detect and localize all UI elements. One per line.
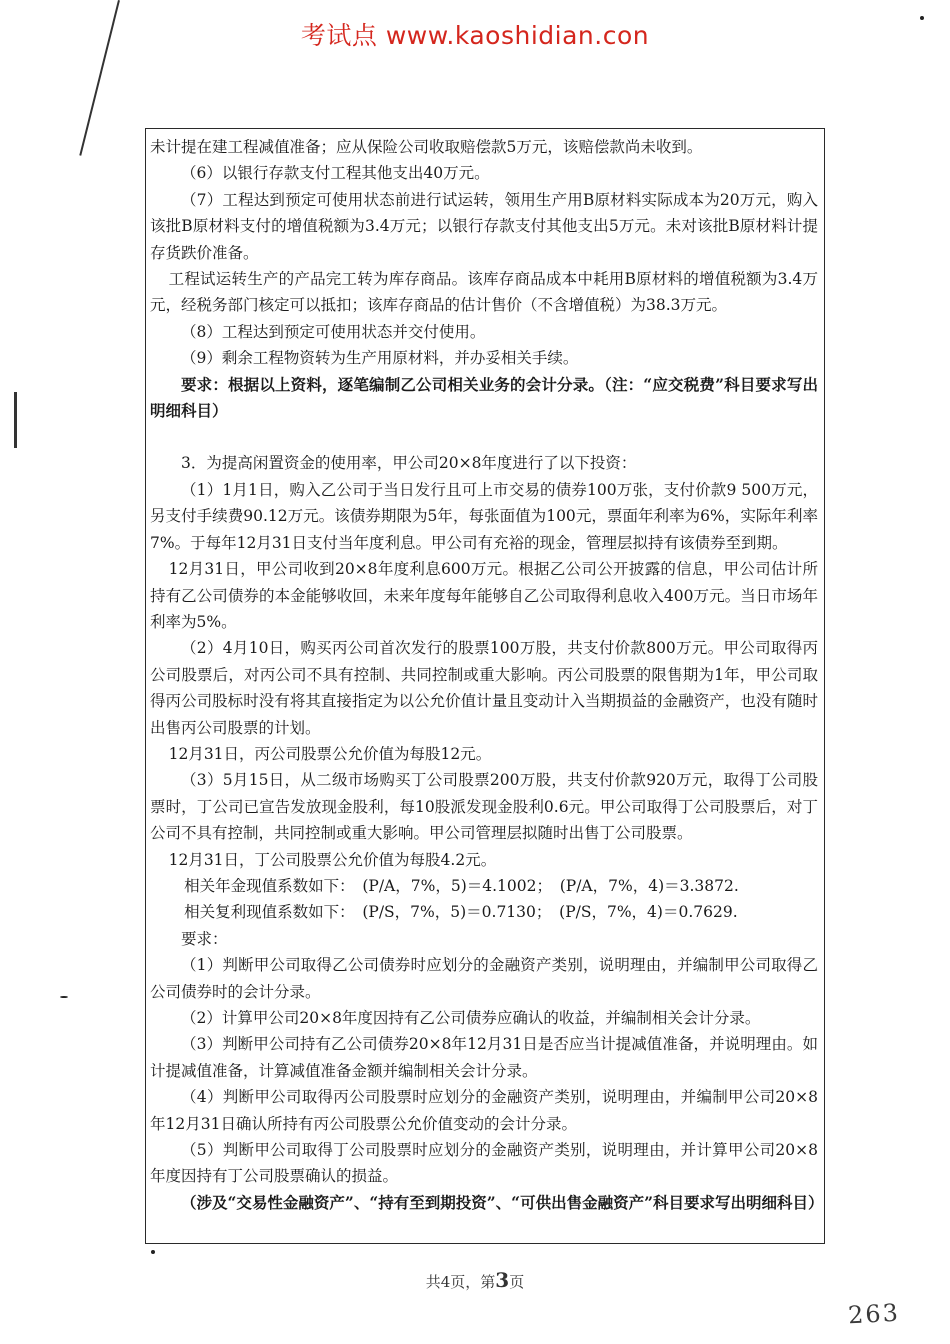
paragraph: （3）5月15日，从二级市场购买丁公司股票200万股，共支付价款920万元，取得丁公司股票时，丁公司已宣告发放现金股利，每10股派发现金股利0.6元。甲公司取得丁公司股票后，对丁公司不具有控制，共同控制或重大影响。甲公司管理层拟随时出售丁公司股票。 [150,771,818,843]
handwritten-page-number: 263 [847,1298,901,1330]
scan-artifact-mark [14,392,17,448]
paragraph: （9）剩余工程物资转为生产用原材料，并办妥相关手续。 [181,349,579,368]
paragraph: （1）判断甲公司取得乙公司债券时应划分的金融资产类别，说明理由，并编制甲公司取得乙公司债券时的会计分录。 [150,956,818,1001]
footer-prefix: 共4页，第 [425,1273,496,1291]
paragraph: （7）工程达到预定可使用状态前进行试运转，领用生产用B原材料实际成本为20万元，购入该批B原材料支付的增值税额为3.4万元；以银行存款支付其他支出5万元。未对该批B原材料计提存货跌价准备。 [150,190,818,262]
paragraph: 3．为提高闲置资金的使用率，甲公司20×8年度进行了以下投资： [181,454,637,473]
paragraph: 要求：根据以上资料，逐笔编制乙公司相关业务的会计分录。（注：“应交税费”科目要求写出明细科目） [150,374,818,421]
paragraph: 12月31日，甲公司收到20×8年度利息600万元。根据乙公司公开披露的信息，甲公司估计所持有乙公司债券的本金能够收回，未来年度每年能够自乙公司取得利息收入400万元。当日市场年利率为5%。 [150,560,818,631]
paragraph: 12月31日，丙公司股票公允价值为每股12元。 [168,744,492,763]
paragraph: （2）4月10日，购买丙公司首次发行的股票100万股，共支付价款800万元。甲公司取得丙公司股票后，对丙公司不具有控制、共同控制或重大影响。丙公司股票的限售期为1年，甲公司取得丙公司股标时没有将其直接指定为以公允价值计量且变动计入当期损益的金融资产，也没有随时出售丙公司股票的计划。 [150,639,818,737]
exam-content [150,134,824,1216]
scan-speck [920,16,924,20]
paragraph: （8）工程达到预定可使用状态并交付使用。 [181,322,486,341]
watermark-header: 考试点 www.kaoshidian.con [300,21,650,50]
paragraph: （1）1月1日，购入乙公司于当日发行且可上市交易的债券100万张，支付价款9 500万元，另支付手续费90.12万元。该债券期限为5年，每张面值为100元，票面年利率为6%，实际年利率7%。于每年12月31日支付当年度利息。甲公司有充裕的现金，管理层拟持有该债券至到期。 [150,480,818,552]
paragraph: 要求： [181,929,228,948]
page-footer [0,1268,950,1292]
paragraph: 相关年金现值系数如下： (P/A，7%，5)＝4.1002； (P/A，7%，4)＝3.3872. [184,876,739,895]
paragraph: （5）判断甲公司取得丁公司股票时应划分的金融资产类别，说明理由，并计算甲公司20×8年度因持有丁公司股票确认的损益。 [150,1141,818,1186]
paragraph: 工程试运转生产的产品完工转为库存商品。该库存商品成本中耗用B原材料的增值税额为3.4万元，经税务部门核定可以抵扣；该库存商品的估计售价（不含增值税）为38.3万元。 [150,270,818,315]
scan-speck [151,1250,155,1254]
paragraph-gap [150,424,818,450]
paragraph: （6）以银行存款支付工程其他支出40万元。 [181,164,490,183]
footer-page-number: 3 [495,1268,510,1292]
paragraph: 未计提在建工程减值准备；应从保险公司收取赔偿款5万元，该赔偿款尚未收到。 [150,138,703,156]
paragraph: （涉及“交易性金融资产”、“持有至到期投资”、“可供出售金融资产”科目要求写出明细科目） [181,1192,824,1212]
paragraph: （3）判断甲公司持有乙公司债券20×8年12月31日是否应当计提减值准备，并说明理由。如计提减值准备，计算减值准备金额并编制相关会计分录。 [150,1035,818,1080]
paragraph: 12月31日，丁公司股票公允价值为每股4.2元。 [168,850,497,869]
paragraph: （4）判断甲公司取得丙公司股票时应划分的金融资产类别，说明理由，并编制甲公司20×8年12月31日确认所持有丙公司股票公允价值变动的会计分录。 [150,1088,818,1133]
scan-speck [60,996,68,998]
footer-suffix: 页 [509,1273,525,1291]
paragraph: 相关复利现值系数如下： (P/S，7%，5)＝0.7130； (P/S，7%，4)＝0.7629. [184,903,738,922]
paragraph: （2）计算甲公司20×8年度因持有乙公司债券应确认的收益，并编制相关会计分录。 [181,1009,761,1027]
